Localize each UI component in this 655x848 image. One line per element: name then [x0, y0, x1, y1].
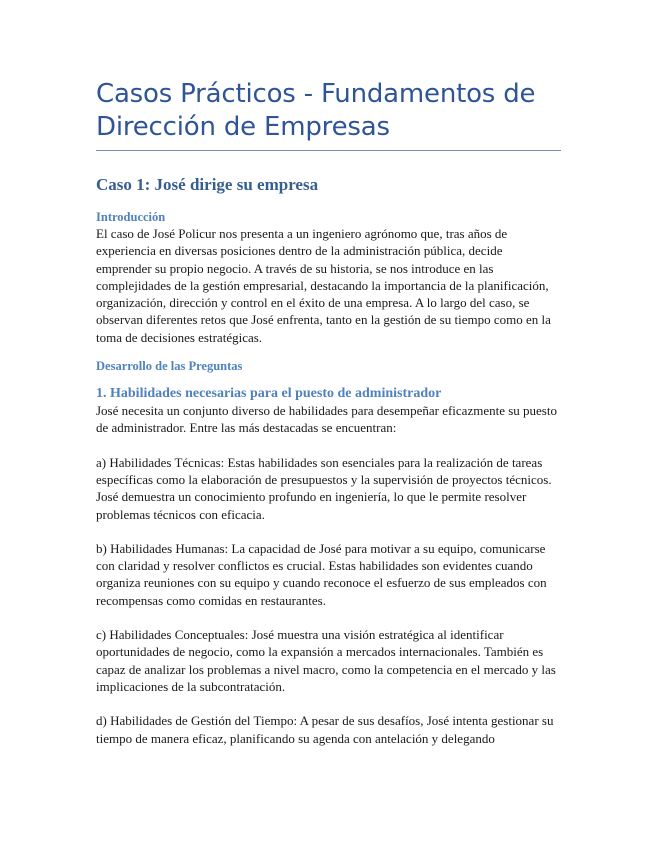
skill-a-paragraph: a) Habilidades Técnicas: Estas habilidades son esenciales para la realización de tareas específicas como la elaboración de presupuestos y la supervisión de proyectos técnicos. José demuestra un conocimiento profundo en ingeniería, lo que le permite resolver problemas técnicos con eficacia. [96, 454, 552, 522]
skill-b-paragraph: b) Habilidades Humanas: La capacidad de José para motivar a su equipo, comunicarse con claridad y resolver conflictos es crucial. Estas habilidades son evidentes cuando organiza reuniones con su equipo y cuando reconoce el esfuerzo de sus empleados con recompensas como comidas en restaurantes. [96, 540, 547, 608]
skill-c-paragraph: c) Habilidades Conceptuales: José muestra una visión estratégica al identificar oportunidades de negocio, como la expansión a mercados internacionales. También es capaz de analizar los problemas a nivel macro, como la competencia en el mercado y las implicaciones de la subcontratación. [96, 627, 556, 694]
intro-paragraph: El caso de José Policur nos presenta a un ingeniero agrónomo que, tras años de experiencia en diversas posiciones dentro de la administración pública, decide emprender su propio negocio. A través de su historia, se nos introduce en las complejidades de la gestión empresarial, destacando la importancia de la planificación, organización, dirección y control en el éxito de una empresa. A lo largo del caso, se observan diferentes retos que José enfrenta, tanto en la gestión de su tiempo como en la toma de decisiones estratégicas. [96, 226, 551, 345]
intro-heading: Introducción [96, 210, 166, 224]
question-1-heading: 1. Habilidades necesarias para el puesto de administrador [96, 386, 442, 402]
document-page [96, 78, 561, 747]
case-heading: Caso 1: José dirige su empresa [96, 175, 319, 194]
document-title: Casos Prácticos - Fundamentos de Dirección de Empresas [96, 79, 536, 142]
title-underline [96, 150, 561, 151]
skill-d-paragraph: d) Habilidades de Gestión del Tiempo: A pesar de sus desafíos, José intenta gestionar su tiempo de manera eficaz, planificando su agenda con antelación y delegando [96, 713, 554, 746]
questions-heading: Desarrollo de las Preguntas [96, 359, 243, 374]
question-1-intro-paragraph: José necesita un conjunto diverso de habilidades para desempeñar eficazmente su puesto de administrador. Entre las más destacadas se encuentran: [96, 403, 557, 436]
